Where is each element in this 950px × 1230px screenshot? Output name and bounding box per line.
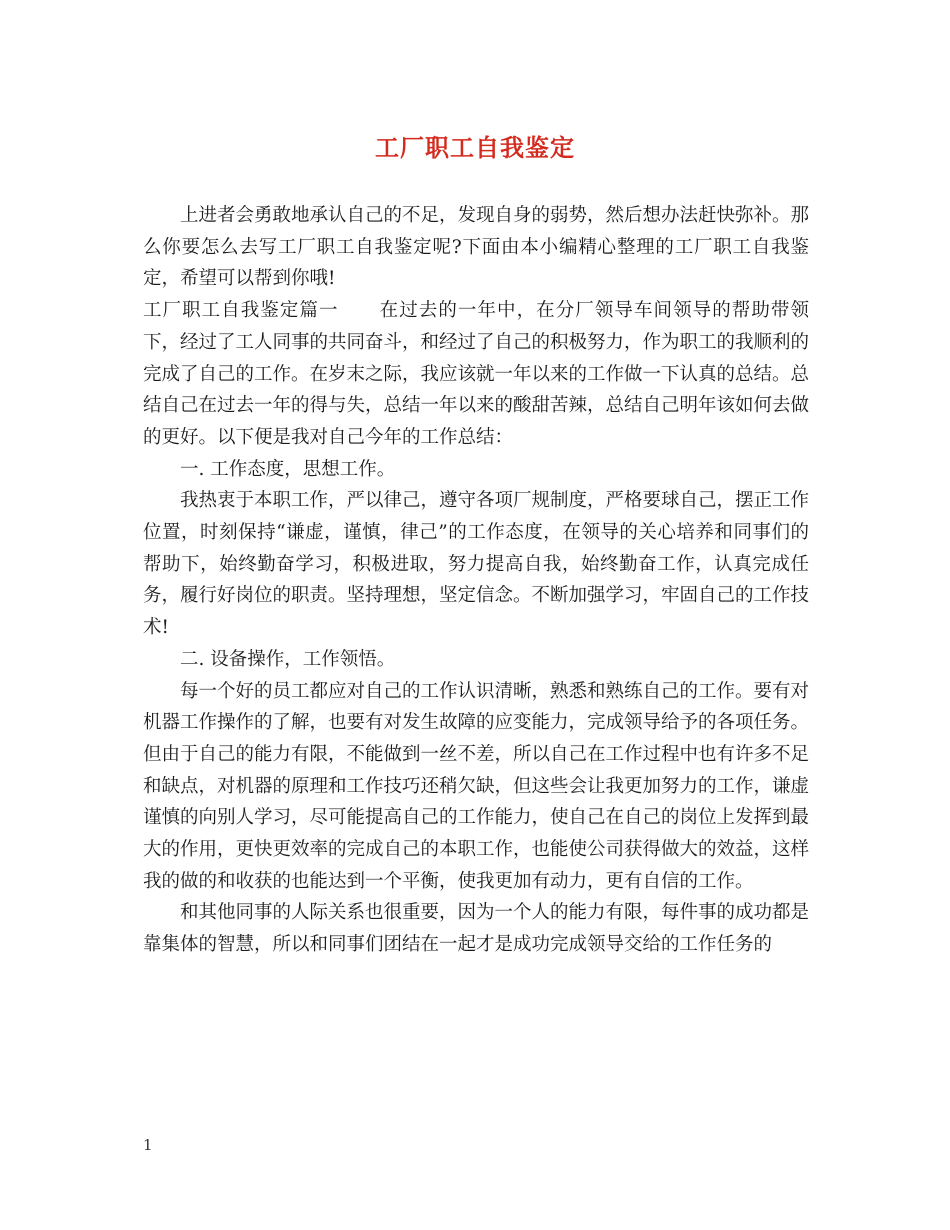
heading-equipment: 二. 设备操作，工作领悟。 (180, 648, 396, 670)
section-first-paragraph: 在过去的一年中，在分厂领导车间领导的帮助带领下，经过了工人同事的共同奋斗，和经过了自己的积极努力，作为职工的我顺利的完成了自己的工作。在岁末之际，我应该就一年以来的工作做一下认真的总结。总结自己在过去一年的得与失，总结一年以来的酸甜苦辣，总结自己明年该如何去做的更好。以下便是我对自己今年的工作总结： (143, 300, 810, 448)
page-number: 1 (143, 1136, 153, 1154)
document-body (143, 200, 809, 961)
paragraph-attitude: 我热衷于本职工作，严以律己，遵守各项厂规制度，严格要球自己，摆正工作位置，时刻保持“谦虚，谨慎，律己”的工作态度，在领导的关心培养和同事们的帮助下，始终勤奋学习，积极进取，努力提高自我，始终勤奋工作，认真完成任务，履行好岗位的职责。坚持理想，坚定信念。不断加强学习，牢固自己的工作技术! (143, 490, 810, 639)
section-label: 工厂职工自我鉴定篇一 (143, 300, 339, 322)
intro-paragraph: 上进者会勇敢地承认自己的不足，发现自身的弱势，然后想办法赶快弥补。那么你要怎么去写工厂职工自我鉴定呢?下面由本小编精心整理的工厂职工自我鉴定，希望可以帮到你哦! (143, 205, 810, 290)
document-title: 工厂职工自我鉴定 (375, 133, 575, 162)
paragraph-relations: 和其他同事的人际关系也很重要，因为一个人的能力有限，每件事的成功都是靠集体的智慧，所以和同事们团结在一起才是成功完成领导交给的工作任务的 (143, 902, 810, 956)
section-paragraph (143, 295, 809, 454)
paragraph-equipment: 每一个好的员工都应对自己的工作认识清晰，熟悉和熟练自己的工作。要有对机器工作操作的了解，也要有对发生故障的应变能力，完成领导给予的各项任务。但由于自己的能力有限，不能做到一丝不差，所以自己在工作过程中也有许多不足和缺点，对机器的原理和工作技巧还稍欠缺，但这些会让我更加努力的工作，谦虚谨慎的向别人学习，尽可能提高自己的工作能力，使自己在自己的岗位上发挥到最大的作用，更快更效率的完成自己的本职工作，也能使公司获得做大的效益，这样我的做的和收获的也能达到一个平衡，使我更加有动力，更有自信的工作。 (143, 680, 810, 892)
heading-attitude: 一. 工作态度，思想工作。 (180, 458, 396, 480)
